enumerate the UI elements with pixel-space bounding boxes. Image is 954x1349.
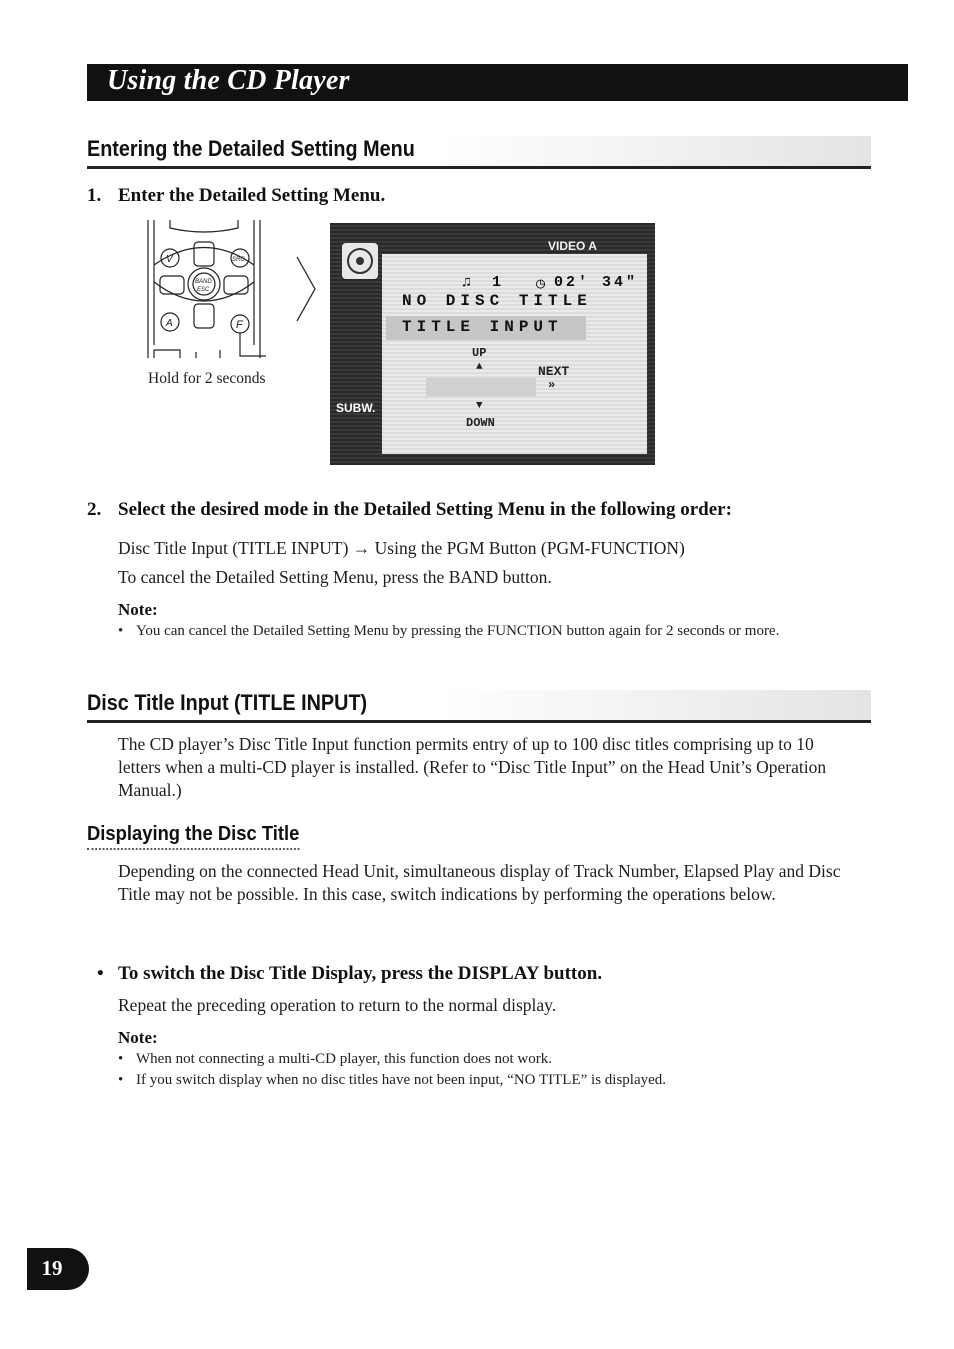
svg-text:F: F xyxy=(236,319,243,331)
down-arrow-icon: ▼ xyxy=(476,400,483,412)
title-input-paragraph: The CD player’s Disc Title Input function permits entry of up to 100 disc titles comprising up to 10 letters when a multi-CD player is installed. (Refer to “Disc Title Input” on the Head Unit’s Operation Manual.) xyxy=(118,734,827,800)
bullet-icon: • xyxy=(118,1072,124,1088)
next-arrow-icon: » xyxy=(548,378,556,392)
note-label: Note: xyxy=(118,1028,158,1047)
step-text: Enter the Detailed Setting Menu. xyxy=(118,185,386,206)
note-item xyxy=(118,1070,838,1090)
step-number: 1. xyxy=(87,185,102,206)
page-number-tab xyxy=(27,1248,89,1290)
cancel-line: To cancel the Detailed Setting Menu, press the BAND button. xyxy=(118,567,552,587)
clock-icon: ◷ xyxy=(536,276,546,293)
note-text: If you switch display when no disc titles have not been input, “NO TITLE” is displayed. xyxy=(136,1072,667,1088)
input-field-bar xyxy=(426,378,536,396)
chapter-title: Using the CD Player xyxy=(107,65,350,96)
note-text: You can cancel the Detailed Setting Menu by pressing the FUNCTION button again for 2 seconds or more. xyxy=(136,623,780,639)
illustration-caption: Hold for 2 seconds xyxy=(148,370,266,387)
next-label: NEXT xyxy=(538,364,570,379)
svg-text:V: V xyxy=(166,254,173,265)
note-text: When not connecting a multi-CD player, this function does not work. xyxy=(136,1051,552,1067)
section-heading-title-input xyxy=(87,690,871,723)
up-label: UP xyxy=(472,346,487,360)
bullet-icon: • xyxy=(118,1051,124,1067)
chapter-banner xyxy=(87,64,908,101)
section-heading-detailed-setting xyxy=(87,136,871,169)
svg-text:BAND: BAND xyxy=(195,279,212,285)
note-item xyxy=(118,621,838,641)
title-input-label: TITLE INPUT xyxy=(402,318,563,336)
disc-title-text: NO DISC TITLE xyxy=(402,292,592,310)
remote-control-icon xyxy=(140,220,268,360)
track-number: 1 xyxy=(492,274,502,291)
video-label: VIDEO A xyxy=(548,239,597,253)
step-text: Select the desired mode in the Detailed Setting Menu in the following order: xyxy=(118,499,732,520)
svg-text:ESC: ESC xyxy=(197,287,210,293)
section-heading-text: Entering the Detailed Setting Menu xyxy=(87,136,415,161)
repeat-line: Repeat the preceding operation to return to the normal display. xyxy=(118,995,557,1015)
disc-icon xyxy=(342,243,378,279)
chevron-right-icon xyxy=(295,255,319,323)
remote-control-illustration xyxy=(140,220,268,360)
bullet-step-text: To switch the Disc Title Display, press the DISPLAY button. xyxy=(118,963,603,984)
svg-text:SRC: SRC xyxy=(232,257,245,263)
section-heading-text: Disc Title Input (TITLE INPUT) xyxy=(87,690,368,715)
sub-heading-displaying: Displaying the Disc Title xyxy=(87,823,299,850)
note-label: Note: xyxy=(118,600,158,619)
svg-text:A: A xyxy=(166,318,173,329)
bullet-icon: • xyxy=(97,963,104,984)
mode-order-line: Disc Title Input (TITLE INPUT) → Using the PGM Button (PGM-FUNCTION) xyxy=(118,538,685,558)
display-screen xyxy=(330,223,655,465)
page-number: 19 xyxy=(41,1256,63,1280)
displaying-paragraph: Depending on the connected Head Unit, simultaneous display of Track Number, Elapsed Play and Disc Title may not be possible. In this case, switch indications by performing the operations below. xyxy=(118,861,841,904)
elapsed-time: 02' 34" xyxy=(554,274,639,291)
screen-panel xyxy=(382,254,647,454)
up-arrow-icon: ▲ xyxy=(476,361,483,373)
step-number: 2. xyxy=(87,499,102,520)
subwoofer-label: SUBW. xyxy=(336,401,376,415)
music-note-icon: ♫ xyxy=(462,274,472,291)
note-item xyxy=(118,1049,838,1069)
down-label: DOWN xyxy=(466,416,495,430)
bullet-icon: • xyxy=(118,623,124,639)
